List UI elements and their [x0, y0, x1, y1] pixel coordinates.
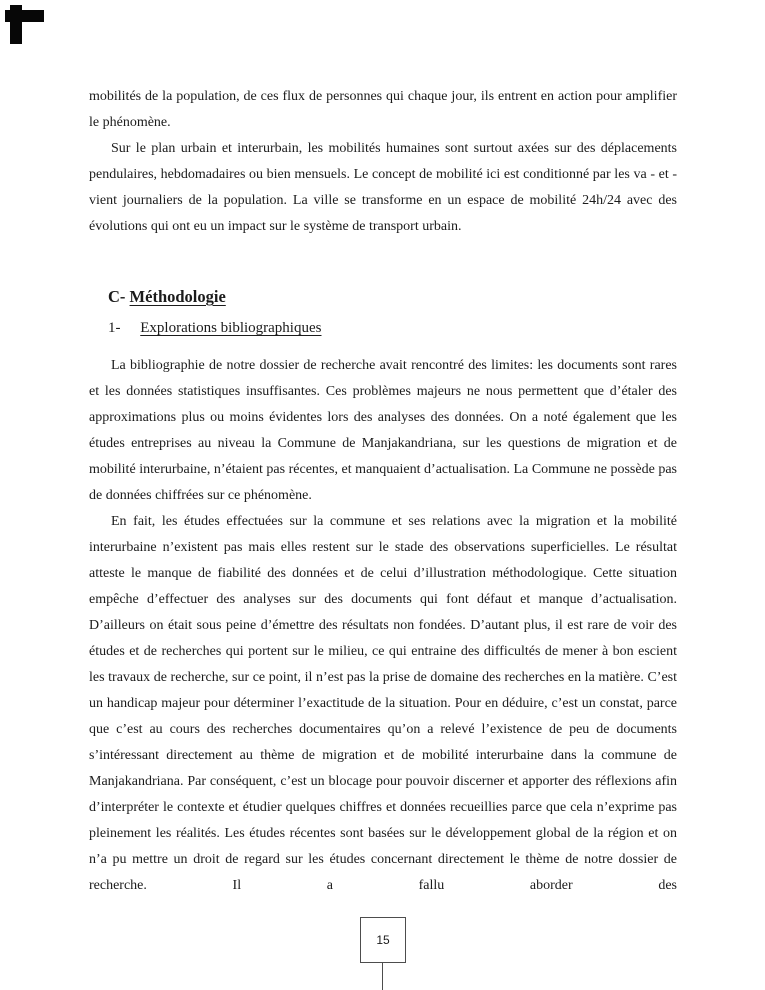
paragraph: En fait, les études effectuées sur la commune et ses relations avec la migration et la mobilité interurbaine n’existent pas mais elles restent sur le stade des observations superficielles. Le résultat atteste le manque de fiabilité des données et de celui d’illustration méthodologique. Cette situation empêche d’effectuer des analyses sur des documents qui font défaut et manque d’actualisation. D’ailleurs on était sous peine d’émettre des résultats non fondées. D’autant plus, il est rare de voir des études et de recherches qui portent sur le milieu, ce qui entraine des difficultés de mener à bon escient les travaux de recherche, sur ce point, il n’est pas la prise de domaine des recherches en la matière. C’est un handicap majeur pour déterminer l’exactitude de la situation. Pour en déduire, c’est un constat, parce que c’est au cours des recherches documentaires qu’on a relevé l’existence de peu de documents s’intéressant directement au thème de migration et de mobilité interurbaine dans la commune de Manjakandriana. Par conséquent, c’est un blocage pour pouvoir discerner et apporter des réflexions afin d’interpréter le contexte et étudier quelques chiffres et données recueillies parce que cela n’exprime pas pleinement les réalités. Les études récentes sont basées sur le développement global de la région et on n’a pu mettre un droit de regard sur les études concernant directement le thème de notre dossier de recherche. Il a fallu aborder des — [89, 514, 677, 893]
body-text — [89, 84, 677, 899]
paragraph-continuation: mobilités de la population, de ces flux de personnes qui chaque jour, ils entrent en action pour amplifier le phénomène. — [89, 89, 677, 130]
paragraph: Sur le plan urbain et interurbain, les mobilités humaines sont surtout axées sur des déplacements pendulaires, hebdomadaires ou bien mensuels. Le concept de mobilité ici est conditionné par les va - et -vient journaliers de la population. La ville se transforme en un espace de mobilité 24h/24 avec des évolutions qui ont eu un impact sur le système de transport urbain. — [89, 141, 677, 234]
subsection-heading-label: 1- — [108, 320, 121, 336]
page-number-box — [360, 917, 406, 963]
subsection-heading — [108, 316, 677, 340]
section-heading-title: Méthodologie — [129, 287, 226, 306]
section-heading-label: C- — [108, 287, 126, 306]
page-number: 15 — [376, 933, 390, 947]
footer-divider-line — [382, 962, 383, 990]
section-heading — [108, 285, 677, 309]
paragraph: La bibliographie de notre dossier de recherche avait rencontré des limites: les documents sont rares et les données statistiques insuffisantes. Ces problèmes majeurs ne nous permettent que d’étaler des approximations plus ou moins évidentes lors des analyses des données. On a noté également que les études entreprises au niveau la Commune de Manjakandriana, sur les questions de migration et de mobilité interurbaine, n’étaient pas récentes, et manquaient d’actualisation. La Commune ne possède pas de données chiffrées sur ce phénomène. — [89, 358, 677, 503]
subsection-heading-title: Explorations bibliographiques — [140, 320, 322, 336]
scan-corner-mark-vertical — [10, 5, 22, 44]
